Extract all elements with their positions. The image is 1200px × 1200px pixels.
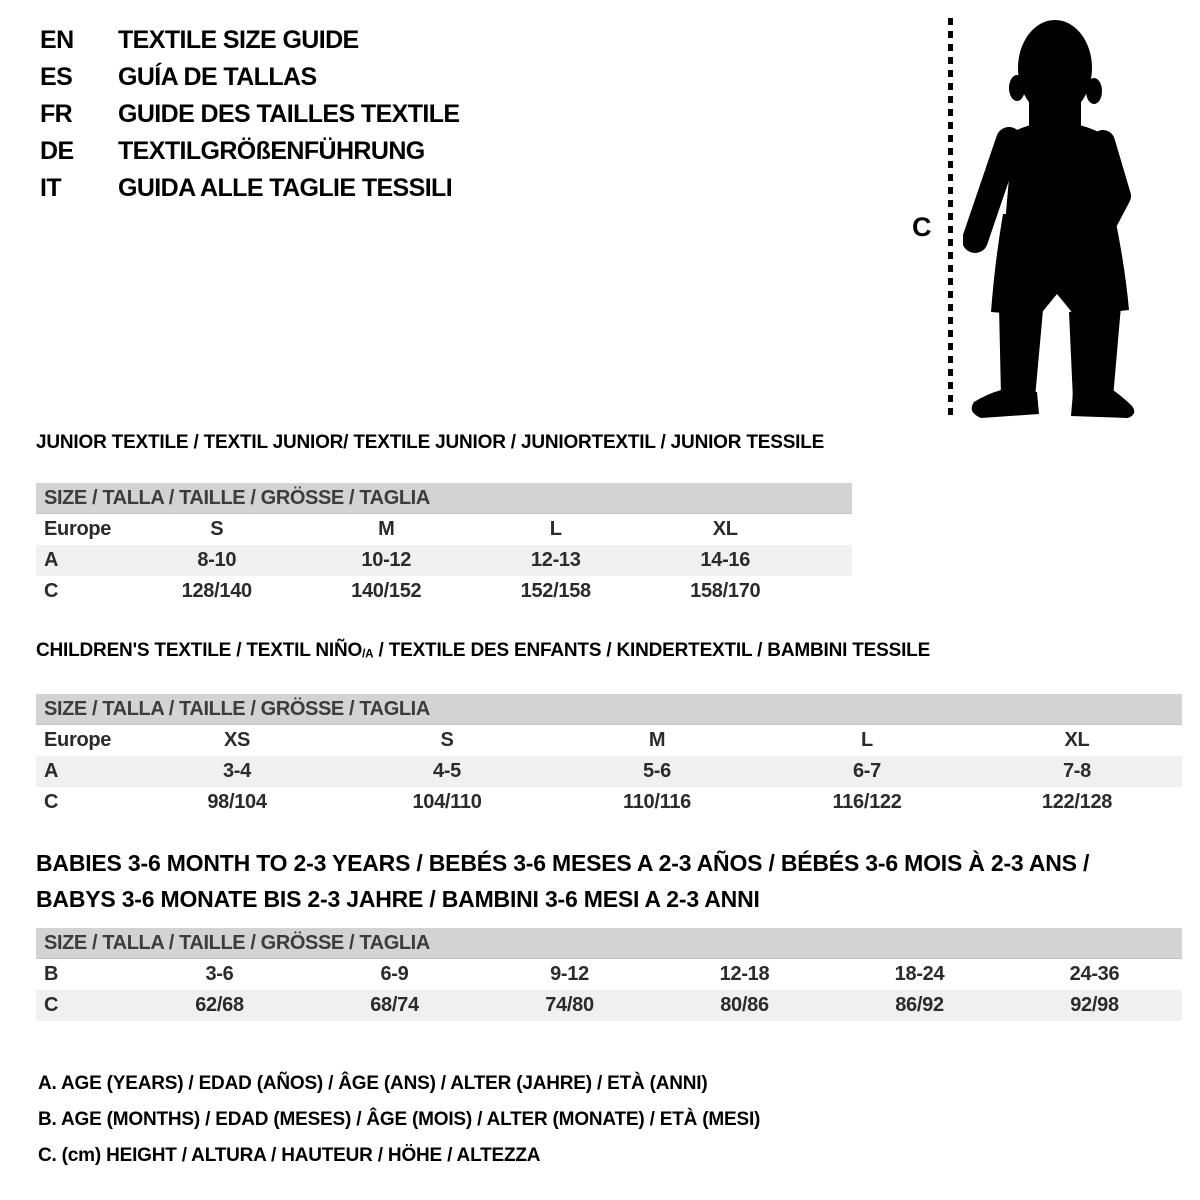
language-title-block <box>40 22 460 207</box>
row-label-cell: Europe <box>44 518 112 540</box>
babies-title-line1: BABIES 3-6 MONTH TO 2-3 YEARS / BEBÉS 3-6 MESES A 2-3 AÑOS / BÉBÉS 3-6 MOIS À 2-3 ANS / <box>36 850 1090 876</box>
table-cell: L <box>861 729 873 752</box>
babies-section <box>36 845 1182 1021</box>
junior-table-body <box>36 514 852 607</box>
junior-size-table <box>36 483 852 607</box>
children-section-title <box>36 640 1182 665</box>
row-label-cell: Europe <box>44 729 112 752</box>
table-cell: M <box>378 518 395 540</box>
table-cell: 92/98 <box>1070 994 1119 1016</box>
table-cell: XS <box>223 729 251 752</box>
table-cell: 152/158 <box>520 580 591 602</box>
language-row <box>40 170 460 207</box>
babies-section-title <box>36 845 1182 917</box>
table-cell: 80/86 <box>720 994 769 1016</box>
children-size-table <box>36 694 1182 818</box>
language-row <box>40 22 460 59</box>
table-cell: 140/152 <box>351 580 422 602</box>
table-cell: 10-12 <box>361 549 412 571</box>
guide-title-fr: GUIDE DES TAILLES TEXTILE <box>118 100 460 128</box>
table-row <box>36 787 1182 818</box>
table-cell: 122/128 <box>1041 791 1113 814</box>
junior-section-title: JUNIOR TEXTILE / TEXTIL JUNIOR/ TEXTILE JUNIOR / JUNIORTEXTIL / JUNIOR TESSILE <box>36 432 825 453</box>
children-title-sub: /A <box>362 647 374 661</box>
language-row <box>40 59 460 96</box>
table-cell: 5-6 <box>642 760 671 783</box>
language-code: IT <box>40 174 62 202</box>
table-cell: 98/104 <box>207 791 267 814</box>
language-code: DE <box>40 137 74 165</box>
babies-table-body <box>36 959 1182 1021</box>
table-cell: 14-16 <box>700 549 751 571</box>
table-row <box>36 514 852 545</box>
junior-section <box>36 432 852 607</box>
language-row <box>40 96 460 133</box>
guide-title-de: TEXTILGRÖßENFÜHRUNG <box>118 137 425 165</box>
table-cell: 74/80 <box>545 994 594 1016</box>
language-code: ES <box>40 63 73 91</box>
height-measure-label: C <box>912 212 932 242</box>
children-section <box>36 640 1182 818</box>
language-code: EN <box>40 26 74 54</box>
table-row <box>36 545 852 576</box>
table-cell: 18-24 <box>894 963 945 985</box>
babies-title-line2: BABYS 3-6 MONATE BIS 2-3 JAHRE / BAMBINI 3-6 MESI A 2-3 ANNI <box>36 886 760 912</box>
table-cell: 6-9 <box>380 963 409 985</box>
size-table-header: SIZE / TALLA / TAILLE / GRÖSSE / TAGLIA <box>36 694 1182 725</box>
language-code: FR <box>40 100 73 128</box>
row-label-cell: C <box>44 791 59 814</box>
table-cell: L <box>549 518 562 540</box>
table-cell: 116/122 <box>832 791 902 814</box>
language-row <box>40 133 460 170</box>
babies-size-table <box>36 928 1182 1021</box>
table-cell: 8-10 <box>197 549 237 571</box>
table-row <box>36 959 1182 990</box>
table-cell: S <box>210 518 224 540</box>
table-cell: 12-18 <box>719 963 770 985</box>
table-cell: 7-8 <box>1062 760 1091 783</box>
table-cell: S <box>440 729 454 752</box>
guide-title-en: TEXTILE SIZE GUIDE <box>118 26 359 54</box>
size-table-header: SIZE / TALLA / TAILLE / GRÖSSE / TAGLIA <box>36 928 1182 959</box>
size-table-header: SIZE / TALLA / TAILLE / GRÖSSE / TAGLIA <box>36 483 852 514</box>
toddler-silhouette-image <box>963 14 1141 426</box>
table-cell: 104/110 <box>412 791 482 814</box>
table-cell: XL <box>1064 729 1090 752</box>
table-cell: XL <box>712 518 738 540</box>
table-cell: 24-36 <box>1069 963 1120 985</box>
table-cell: 9-12 <box>550 963 589 985</box>
table-cell: 128/140 <box>181 580 252 602</box>
table-cell: M <box>648 729 666 752</box>
legend-line-b: B. AGE (MONTHS) / EDAD (MESES) / ÂGE (MOIS) / ALTER (MONATE) / ETÀ (MESI) <box>38 1109 761 1130</box>
children-title-pre: CHILDREN'S TEXTILE / TEXTIL NIÑO <box>36 640 363 661</box>
guide-title-it: GUIDA ALLE TAGLIE TESSILI <box>118 174 453 202</box>
table-row <box>36 576 852 607</box>
table-cell: 62/68 <box>195 994 244 1016</box>
table-cell: 68/74 <box>370 994 419 1016</box>
legend-line-a: A. AGE (YEARS) / EDAD (AÑOS) / ÂGE (ANS) / ALTER (JAHRE) / ETÀ (ANNI) <box>38 1073 708 1094</box>
table-row <box>36 756 1182 787</box>
row-label-cell: A <box>44 549 59 571</box>
table-row <box>36 990 1182 1021</box>
table-row <box>36 725 1182 756</box>
row-label-cell: A <box>44 760 59 783</box>
legend-line-c: C. (cm) HEIGHT / ALTURA / HAUTEUR / HÖHE / ALTEZZA <box>38 1145 541 1166</box>
table-cell: 110/116 <box>623 791 691 814</box>
table-cell: 12-13 <box>530 549 581 571</box>
table-cell: 4-5 <box>432 760 461 783</box>
height-dashed-line <box>948 18 953 417</box>
table-cell: 3-6 <box>205 963 234 985</box>
row-label-cell: C <box>44 994 59 1016</box>
table-cell: 3-4 <box>222 760 251 783</box>
children-title-post: / TEXTILE DES ENFANTS / KINDERTEXTIL / BAMBINI TESSILE <box>373 640 931 661</box>
legend-block <box>38 1066 760 1174</box>
guide-title-es: GUÍA DE TALLAS <box>118 63 317 91</box>
row-label-cell: B <box>44 963 59 985</box>
table-cell: 6-7 <box>852 760 881 783</box>
row-label-cell: C <box>44 580 59 602</box>
table-cell: 86/92 <box>895 994 944 1016</box>
table-cell: 158/170 <box>690 580 761 602</box>
children-table-body <box>36 725 1182 818</box>
